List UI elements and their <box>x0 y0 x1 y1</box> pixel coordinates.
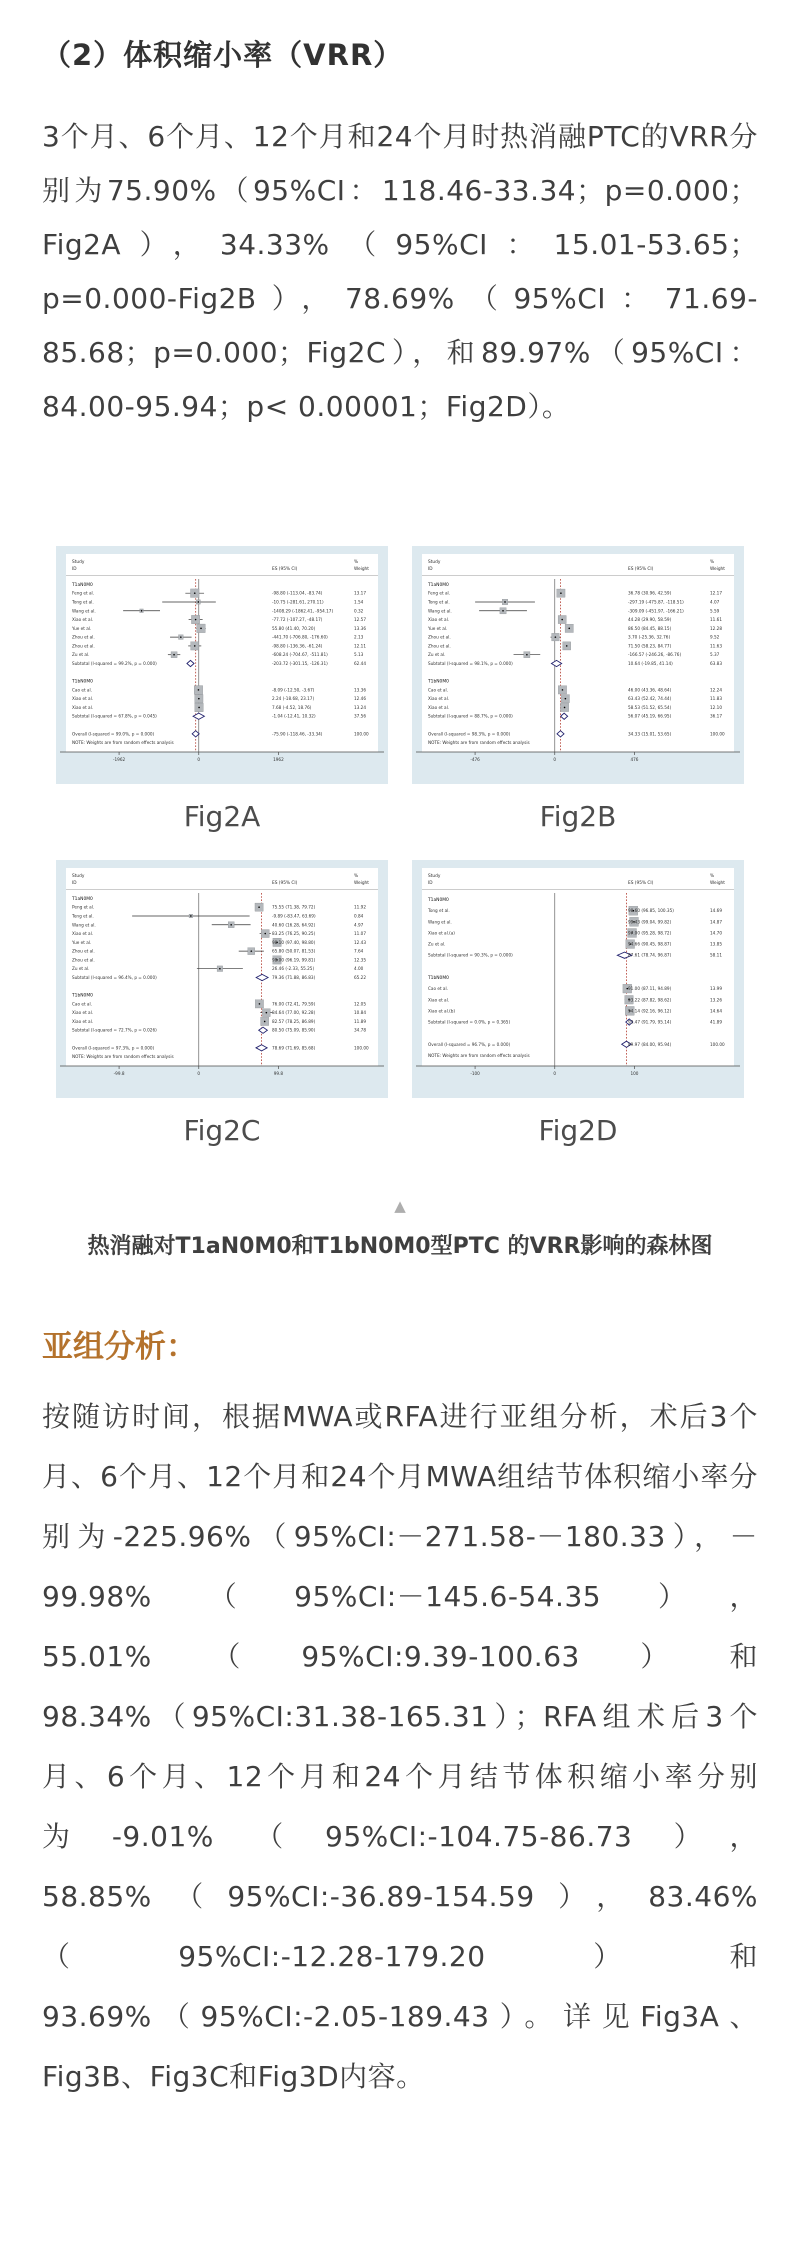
svg-text:T1bN0M0: T1bN0M0 <box>72 679 93 685</box>
svg-text:Subtotal (I-squared = 96.4%,: Subtotal (I-squared = 96.4%, p = 0.000) <box>72 975 157 981</box>
svg-text:-309.09 (-451.97, -166.21): -309.09 (-451.97, -166.21) <box>628 608 684 614</box>
svg-text:12.17: 12.17 <box>710 590 722 596</box>
svg-text:100: 100 <box>630 1071 639 1077</box>
fig2c-forest-plot <box>56 860 388 1098</box>
svg-text:11.92: 11.92 <box>354 904 366 910</box>
svg-text:-10.75 (-281.61, 270.11): -10.75 (-281.61, 270.11) <box>272 599 324 605</box>
svg-text:Wang et al.: Wang et al. <box>428 608 452 614</box>
svg-text:100.00: 100.00 <box>354 1045 369 1051</box>
svg-text:36.17: 36.17 <box>710 713 722 719</box>
svg-text:2.13: 2.13 <box>354 634 364 640</box>
svg-text:Study: Study <box>428 874 441 880</box>
svg-text:Study: Study <box>72 874 85 880</box>
svg-text:63.83: 63.83 <box>710 661 722 667</box>
svg-text:ID: ID <box>72 567 77 573</box>
svg-text:12.10: 12.10 <box>710 704 722 710</box>
svg-text:Weight: Weight <box>710 567 725 573</box>
figure-row-2 <box>42 860 758 1098</box>
svg-text:12.24: 12.24 <box>710 687 722 693</box>
svg-text:12.28: 12.28 <box>710 625 722 631</box>
svg-text:11.07: 11.07 <box>354 931 366 937</box>
vrr-paragraph: 3个月、6个月、12个月和24个月时热消融PTC的VRR分别为75.90%（95%CI：118.46-33.34；p=0.000；Fig2A），34.33%（95%CI：15.01-53.65；p=0.000-Fig2B），78.69%（95%CI：71.69-85.68；p=0.000；Fig2C），和89.97%（95%CI：84.00-95.94；p< 0.00001；Fig2D）。 <box>42 120 758 424</box>
svg-text:4.97: 4.97 <box>354 922 364 928</box>
svg-text:58.53 (51.52, 65.54): 58.53 (51.52, 65.54) <box>628 704 672 710</box>
svg-text:80.50 (75.09, 85.90): 80.50 (75.09, 85.90) <box>272 1027 316 1033</box>
svg-text:99.43 (99.04, 99.82): 99.43 (99.04, 99.82) <box>628 919 672 925</box>
svg-text:Weight: Weight <box>710 881 725 887</box>
svg-text:98.10 (97.40, 98.80): 98.10 (97.40, 98.80) <box>272 939 316 945</box>
svg-text:Zhou et al.: Zhou et al. <box>72 643 95 649</box>
svg-text:ID: ID <box>428 567 433 573</box>
svg-text:13.85: 13.85 <box>710 941 722 947</box>
figure-caption: 热消融对T1aN0M0和T1bN0M0型PTC 的VRR影响的森林图 <box>87 1234 713 1260</box>
svg-text:-77.72 (-107.27, -48.17): -77.72 (-107.27, -48.17) <box>272 617 323 623</box>
svg-text:44.28 (29.90, 58.59): 44.28 (29.90, 58.59) <box>628 617 672 623</box>
svg-text:Zhou et al.: Zhou et al. <box>72 634 95 640</box>
fig2d-forest-plot <box>412 860 744 1098</box>
svg-text:NOTE: Weights are from random: NOTE: Weights are from random effects analysis <box>72 740 174 746</box>
svg-text:Overall (I-squared = 99.0%, p: Overall (I-squared = 99.0%, p = 0.000) <box>72 731 155 737</box>
svg-text:Subtotal (I-squared = 98.1%,: Subtotal (I-squared = 98.1%, p = 0.000) <box>428 661 513 667</box>
svg-text:Xiao et al.: Xiao et al. <box>72 617 94 623</box>
svg-text:10.64 (-19.85, 41.14): 10.64 (-19.85, 41.14) <box>628 661 673 667</box>
subgroup-paragraph: 按随访时间，根据MWA或RFA进行亚组分析，术后3个月、6个月、12个月和24个月MWA组结节体积缩小率分别为-225.96%（95%CI:－271.58-－180.33），－99.98%（95%CI:－145.6-54.35），55.01%（95%CI:9.39-100.63）和98.34%（95%CI:31.38-165.31）；RFA组术后3个月、6个月、12个月和24个月结节体积缩小率分别为-9.01%（95%CI:-104.75-86.73），58.85%（95%CI:-36.89-154.59），83.46% （95%CI:-12.28-179.20）和93.69%（95%CI:-2.05-189.43）。详见Fig3A、Fig3B、Fig3C和Fig3D内容。 <box>42 1400 758 2094</box>
svg-text:14.70: 14.70 <box>710 930 722 936</box>
svg-text:Xiao et al.: Xiao et al. <box>72 931 94 937</box>
svg-text:Study: Study <box>72 560 85 566</box>
svg-text:Peng et al.: Peng et al. <box>72 904 95 910</box>
svg-text:97.00 (95.28, 98.72): 97.00 (95.28, 98.72) <box>628 930 672 936</box>
svg-text:13.24: 13.24 <box>354 704 366 710</box>
svg-text:56.07 (45.19, 66.95): 56.07 (45.19, 66.95) <box>628 713 672 719</box>
svg-text:2.24 (-18.68, 23.17): 2.24 (-18.68, 23.17) <box>272 696 315 702</box>
svg-text:86.50 (84.45, 88.15): 86.50 (84.45, 88.15) <box>628 625 672 631</box>
svg-text:Tong et al.: Tong et al. <box>428 908 450 914</box>
svg-text:-1.04 (-12.41, 10.32): -1.04 (-12.41, 10.32) <box>272 713 316 719</box>
svg-text:87.61 (78.74, 96.87): 87.61 (78.74, 96.87) <box>628 952 672 958</box>
svg-text:T1bN0M0: T1bN0M0 <box>428 976 449 982</box>
svg-text:Cao et al.: Cao et al. <box>428 986 448 992</box>
svg-text:12.35: 12.35 <box>354 957 366 963</box>
svg-text:0.32: 0.32 <box>354 608 364 614</box>
svg-text:4.00: 4.00 <box>354 966 364 972</box>
svg-text:14.69: 14.69 <box>710 908 722 914</box>
svg-text:Zhou et al.: Zhou et al. <box>428 643 451 649</box>
svg-text:%: % <box>710 874 715 880</box>
svg-text:100.00: 100.00 <box>710 731 725 737</box>
svg-text:94.14 (92.16, 96.12): 94.14 (92.16, 96.12) <box>628 1008 672 1014</box>
svg-text:1962: 1962 <box>273 757 284 763</box>
svg-text:12.57: 12.57 <box>354 617 366 623</box>
svg-text:-8.09 (-12.50, -3.67): -8.09 (-12.50, -3.67) <box>272 687 315 693</box>
svg-text:3.70 (-25.36, 32.76): 3.70 (-25.36, 32.76) <box>628 634 671 640</box>
svg-text:Yue et al.: Yue et al. <box>72 625 92 631</box>
svg-text:Zu et al.: Zu et al. <box>72 652 90 658</box>
fig2b-panel[interactable] <box>412 546 744 784</box>
fig2d-panel[interactable] <box>412 860 744 1098</box>
svg-text:34.33 (15.01, 53.65): 34.33 (15.01, 53.65) <box>628 731 672 737</box>
svg-text:13.36: 13.36 <box>354 687 366 693</box>
svg-text:Weight: Weight <box>354 567 369 573</box>
svg-text:-99.8: -99.8 <box>113 1071 125 1077</box>
svg-text:26.46 (-2.33, 55.25): 26.46 (-2.33, 55.25) <box>272 966 315 972</box>
svg-text:Cao et al.: Cao et al. <box>72 687 92 693</box>
svg-text:Study: Study <box>428 560 441 566</box>
fig2b-forest-plot <box>412 546 744 784</box>
svg-text:Yue et al.: Yue et al. <box>72 939 92 945</box>
svg-text:Subtotal (I-squared = 72.7%,: Subtotal (I-squared = 72.7%, p = 0.026) <box>72 1027 157 1033</box>
svg-text:82.57 (78.25, 86.89): 82.57 (78.25, 86.89) <box>272 1018 316 1024</box>
svg-text:T1aN0M0: T1aN0M0 <box>428 582 449 588</box>
svg-text:Xiao et al.: Xiao et al. <box>72 696 94 702</box>
svg-text:1.54: 1.54 <box>354 599 364 605</box>
svg-text:65.22: 65.22 <box>354 975 366 981</box>
svg-text:11.61: 11.61 <box>710 617 722 623</box>
svg-text:-1962: -1962 <box>112 757 126 763</box>
svg-text:Yue et al.: Yue et al. <box>428 625 448 631</box>
svg-text:Feng et al.: Feng et al. <box>72 590 95 596</box>
svg-text:Xiao et al.: Xiao et al. <box>72 1018 94 1024</box>
svg-text:5.59: 5.59 <box>710 608 720 614</box>
svg-text:99.8: 99.8 <box>273 1071 284 1077</box>
svg-text:40.60 (16.28, 64.92): 40.60 (16.28, 64.92) <box>272 922 316 928</box>
svg-text:71.50 (58.23, 84.77): 71.50 (58.23, 84.77) <box>628 643 672 649</box>
svg-text:ID: ID <box>72 881 77 887</box>
svg-text:94.66 (90.45, 98.87): 94.66 (90.45, 98.87) <box>628 941 672 947</box>
svg-text:91.00 (87.11, 94.89): 91.00 (87.11, 94.89) <box>628 986 672 992</box>
fig2b-label: Fig2B <box>539 800 617 834</box>
svg-text:0: 0 <box>553 757 557 763</box>
svg-text:12.43: 12.43 <box>354 939 366 945</box>
svg-text:476: 476 <box>630 757 639 763</box>
svg-text:12.11: 12.11 <box>354 643 366 649</box>
svg-text:Feng et al.: Feng et al. <box>428 590 451 596</box>
svg-text:-9.89 (-83.47, 63.69): -9.89 (-83.47, 63.69) <box>272 913 316 919</box>
svg-text:Xiao et al.: Xiao et al. <box>428 617 450 623</box>
fig2a-panel[interactable] <box>56 546 388 784</box>
svg-text:Weight: Weight <box>354 881 369 887</box>
svg-text:Subtotal (I-squared = 90.3%,: Subtotal (I-squared = 90.3%, p = 0.000) <box>428 952 513 958</box>
svg-text:T1bN0M0: T1bN0M0 <box>72 993 93 999</box>
svg-text:11.63: 11.63 <box>710 643 722 649</box>
svg-text:-100: -100 <box>470 1071 480 1077</box>
figure-labels-row-1 <box>42 798 758 836</box>
svg-text:78.69 (71.69, 85.68): 78.69 (71.69, 85.68) <box>272 1045 316 1051</box>
svg-text:Zu et al.: Zu et al. <box>428 941 446 947</box>
svg-text:13.26: 13.26 <box>710 997 722 1003</box>
svg-text:4.07: 4.07 <box>710 599 720 605</box>
svg-text:Xiao et al.: Xiao et al. <box>428 704 450 710</box>
svg-text:Xiao et al.: Xiao et al. <box>428 997 450 1003</box>
svg-text:34.78: 34.78 <box>354 1027 366 1033</box>
fig2c-label: Fig2C <box>183 1114 261 1148</box>
svg-text:Zu et al.: Zu et al. <box>72 966 90 972</box>
svg-text:5.37: 5.37 <box>710 652 720 658</box>
svg-text:58.11: 58.11 <box>710 952 722 958</box>
svg-text:T1aN0M0: T1aN0M0 <box>72 582 93 588</box>
svg-text:Wang et al.: Wang et al. <box>72 608 96 614</box>
svg-text:Overall (I-squared = 97.3%, p: Overall (I-squared = 97.3%, p = 0.000) <box>72 1045 155 1051</box>
svg-text:14.64: 14.64 <box>710 1008 722 1014</box>
svg-text:-608.24 (-704.67, -511.81): -608.24 (-704.67, -511.81) <box>272 652 328 658</box>
figure-labels-row-2 <box>42 1112 758 1150</box>
svg-text:13.36: 13.36 <box>354 625 366 631</box>
svg-text:-166.57 (-246.26, -86.76): -166.57 (-246.26, -86.76) <box>628 652 682 658</box>
svg-text:100.00: 100.00 <box>354 731 369 737</box>
svg-text:T1aN0M0: T1aN0M0 <box>72 896 93 902</box>
svg-text:98.60 (96.85, 100.35): 98.60 (96.85, 100.35) <box>628 908 674 914</box>
svg-text:T1bN0M0: T1bN0M0 <box>428 679 449 685</box>
svg-text:%: % <box>354 874 359 880</box>
svg-text:13.17: 13.17 <box>354 590 366 596</box>
svg-text:84.64 (77.00, 92.28): 84.64 (77.00, 92.28) <box>272 1010 316 1016</box>
svg-text:Subtotal (I-squared = 88.7%,: Subtotal (I-squared = 88.7%, p = 0.000) <box>428 713 513 719</box>
svg-text:Zhou et al.: Zhou et al. <box>72 948 95 954</box>
svg-text:Xiao et al.(a): Xiao et al.(a) <box>428 930 455 936</box>
svg-text:55.80 (41.40, 70.20): 55.80 (41.40, 70.20) <box>272 625 316 631</box>
caption-arrow-icon: ▲ <box>394 1197 406 1216</box>
svg-text:0: 0 <box>197 757 201 763</box>
svg-text:NOTE: Weights are from random: NOTE: Weights are from random effects analysis <box>428 1052 530 1058</box>
svg-text:62.44: 62.44 <box>354 661 366 667</box>
svg-text:NOTE: Weights are from random: NOTE: Weights are from random effects analysis <box>72 1054 174 1060</box>
figure-caption-block <box>42 1196 758 1264</box>
svg-text:Overall (I-squared = 96.7%, p: Overall (I-squared = 96.7%, p = 0.000) <box>428 1041 511 1047</box>
svg-text:7.68 (-4.52, 18.76): 7.68 (-4.52, 18.76) <box>272 704 312 710</box>
svg-text:Xiao et al.(b): Xiao et al.(b) <box>428 1008 456 1014</box>
svg-text:NOTE: Weights are from random: NOTE: Weights are from random effects analysis <box>428 740 530 746</box>
svg-text:46.00 (43.36, 48.64): 46.00 (43.36, 48.64) <box>628 687 672 693</box>
fig2a-label: Fig2A <box>183 800 261 834</box>
svg-text:63.43 (52.42, 74.44): 63.43 (52.42, 74.44) <box>628 696 672 702</box>
svg-text:76.00 (72.41, 79.59): 76.00 (72.41, 79.59) <box>272 1001 316 1007</box>
svg-text:Xiao et al.: Xiao et al. <box>72 704 94 710</box>
svg-text:36.78 (30.96, 42.59): 36.78 (30.96, 42.59) <box>628 590 672 596</box>
subgroup-heading: 亚组分析： <box>42 1329 197 1366</box>
svg-text:-98.80 (-113.04, -83.74): -98.80 (-113.04, -83.74) <box>272 590 323 596</box>
svg-text:-297.19 (-475.87, -118.51): -297.19 (-475.87, -118.51) <box>628 599 684 605</box>
svg-text:ES (95% CI): ES (95% CI) <box>628 567 654 573</box>
svg-text:75.55 (71.38, 79.72): 75.55 (71.38, 79.72) <box>272 904 316 910</box>
svg-text:83.25 (76.25, 90.25): 83.25 (76.25, 90.25) <box>272 931 316 937</box>
svg-text:10.84: 10.84 <box>354 1010 366 1016</box>
svg-text:-441.70 (-706.80, -176.60): -441.70 (-706.80, -176.60) <box>272 634 328 640</box>
svg-text:11.83: 11.83 <box>710 696 722 702</box>
svg-text:11.89: 11.89 <box>354 1018 366 1024</box>
svg-text:14.87: 14.87 <box>710 919 722 925</box>
fig2a-forest-plot <box>56 546 388 784</box>
svg-text:Zhou et al.: Zhou et al. <box>428 634 451 640</box>
svg-text:ES (95% CI): ES (95% CI) <box>628 881 654 887</box>
svg-text:Xiao et al.: Xiao et al. <box>72 1010 94 1016</box>
figure-grid <box>42 546 758 1150</box>
svg-text:7.64: 7.64 <box>354 948 364 954</box>
svg-text:Tong et al.: Tong et al. <box>72 599 94 605</box>
svg-text:%: % <box>710 560 715 566</box>
svg-text:5.13: 5.13 <box>354 652 364 658</box>
svg-text:13.99: 13.99 <box>710 986 722 992</box>
svg-text:12.46: 12.46 <box>354 696 366 702</box>
svg-text:41.89: 41.89 <box>710 1019 722 1025</box>
svg-text:Cao et al.: Cao et al. <box>428 687 448 693</box>
svg-text:0: 0 <box>553 1071 557 1077</box>
svg-text:ES (95% CI): ES (95% CI) <box>272 881 298 887</box>
svg-text:79.36 (71.88, 86.83): 79.36 (71.88, 86.83) <box>272 975 316 981</box>
svg-text:Subtotal (I-squared = 67.8%,: Subtotal (I-squared = 67.8%, p = 0.045) <box>72 713 157 719</box>
svg-text:9.52: 9.52 <box>710 634 720 640</box>
svg-text:12.05: 12.05 <box>354 1001 366 1007</box>
svg-text:0: 0 <box>197 1071 201 1077</box>
svg-text:89.97 (84.00, 95.94): 89.97 (84.00, 95.94) <box>628 1041 672 1047</box>
figure-row-1 <box>42 546 758 784</box>
svg-text:Teng et al.: Teng et al. <box>72 913 94 919</box>
svg-text:Xiao et al.: Xiao et al. <box>428 696 450 702</box>
svg-text:Overall (I-squared = 98.3%, p: Overall (I-squared = 98.3%, p = 0.000) <box>428 731 511 737</box>
svg-text:Subtotal (I-squared = 0.0%, p: Subtotal (I-squared = 0.0%, p = 0.365) <box>428 1019 511 1025</box>
svg-text:Wang et al.: Wang et al. <box>72 922 96 928</box>
svg-text:T1aN0M0: T1aN0M0 <box>428 898 449 904</box>
svg-text:93.47 (91.79, 95.14): 93.47 (91.79, 95.14) <box>628 1019 672 1025</box>
svg-text:100.00: 100.00 <box>710 1041 725 1047</box>
svg-text:93.22 (87.82, 98.62): 93.22 (87.82, 98.62) <box>628 997 672 1003</box>
svg-text:98.00 (96.19, 99.81): 98.00 (96.19, 99.81) <box>272 957 316 963</box>
svg-text:Wang et al.: Wang et al. <box>428 919 452 925</box>
svg-text:Zhou et al.: Zhou et al. <box>72 957 95 963</box>
svg-text:-98.80 (-136.36, -61.24): -98.80 (-136.36, -61.24) <box>272 643 323 649</box>
svg-text:37.56: 37.56 <box>354 713 366 719</box>
section-heading: （2）体积缩小率（VRR） <box>42 38 404 72</box>
svg-text:ES (95% CI): ES (95% CI) <box>272 567 298 573</box>
svg-text:%: % <box>354 560 359 566</box>
svg-text:Tong et al.: Tong et al. <box>428 599 450 605</box>
svg-text:-203.72 (-301.15, -126.31): -203.72 (-301.15, -126.31) <box>272 661 328 667</box>
fig2c-panel[interactable] <box>56 860 388 1098</box>
fig2d-label: Fig2D <box>538 1114 618 1148</box>
svg-text:-75.90 (-118.46, -33.34): -75.90 (-118.46, -33.34) <box>272 731 323 737</box>
svg-text:0.84: 0.84 <box>354 913 364 919</box>
svg-text:Zu et al.: Zu et al. <box>428 652 446 658</box>
svg-text:-1408.29 (-1862.41, -954.17): -1408.29 (-1862.41, -954.17) <box>272 608 334 614</box>
svg-text:Subtotal (I-squared = 99.2%,: Subtotal (I-squared = 99.2%, p = 0.000) <box>72 661 157 667</box>
svg-text:Cao et al.: Cao et al. <box>72 1001 92 1007</box>
svg-text:65.80 (50.07, 81.53): 65.80 (50.07, 81.53) <box>272 948 316 954</box>
svg-text:ID: ID <box>428 881 433 887</box>
svg-text:-476: -476 <box>470 757 480 763</box>
